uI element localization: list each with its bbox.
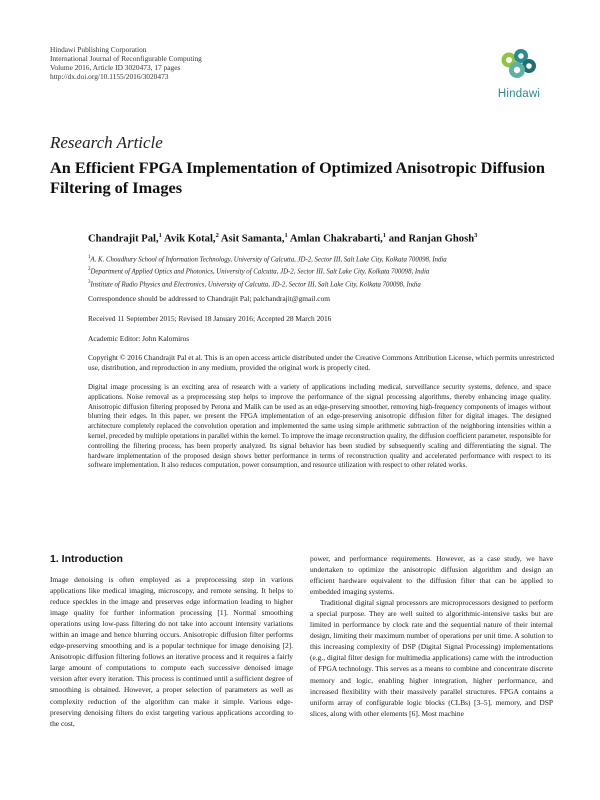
doi-link[interactable]: http://dx.doi.org/10.1155/2016/3020473 <box>50 72 169 81</box>
copyright-notice: Copyright © 2016 Chandrajit Pal et al. This is an open access article distributed under the Creative Commons Attribution License, which permits unrestricted use, distribution, and reproduction in any medium, provided the original work is properly cited. <box>88 353 555 372</box>
author-affiliation-mark: 2 <box>215 232 219 239</box>
abstract: Digital image processing is an exciting area of research with a variety of applications including medical, surveillance security systems, defence, and space applications. Noise removal as a preprocessing step helps to improve the performance of the signal processing algorithms, thereby enhancing image quality. Anisotropic diffusion filtering proposed by Perona and Malik can be used as an edge-preserving smoother, removing high-frequency components of images without blurring their edges. In this paper, we present the FPGA implementation of an edge-preserving anisotropic diffusion filter for digital images. The designed architecture completely replaced the convolution operation and implemented the same using simple arithmetic subtraction of the neighboring intensities within a kernel, preceded by multiple operations in parallel within the kernel. To improve the image reconstruction quality, the diffusion coefficient parameter, responsible for controlling the filtering process, has been properly analyzed. Its signal behavior has been studied by subsequently scaling and differentiating the signal. The hardware implementation of the proposed design shows better performance in terms of reconstruction quality and accelerated performance with respect to its software implementation. It also reduces computation, power consumption, and resource utilization with respect to other related works. <box>88 383 551 470</box>
article-type: Research Article <box>50 133 163 152</box>
author-name: Chandrajit Pal, <box>88 233 159 245</box>
article-title: An Efficient FPGA Implementation of Optimized Anisotropic Diffusion Filtering of Images <box>50 158 545 197</box>
affiliations <box>88 253 558 290</box>
publisher-name: Hindawi Publishing Corporation <box>50 45 147 54</box>
author-affiliation-mark: 3 <box>474 232 478 239</box>
hindawi-logo-icon <box>499 48 539 82</box>
left-column <box>50 553 293 729</box>
author-list <box>88 232 477 245</box>
hindawi-logo <box>494 48 544 100</box>
author-affiliation-mark: 1 <box>284 232 288 239</box>
author-name: Amlan Chakrabarti, <box>289 233 383 245</box>
affiliation-item: $^1$A. K. Choudhury School of Information Technology, University of Calcutta, JD-2, Sector III, Salt Lake City, Kolkata 700098, India <box>88 255 447 264</box>
body-paragraph: Image denoising is often employed as a preprocessing step in various applications like medical imaging, microscopy, and remote sensing. It helps to reduce speckles in the image and preserves edge information leading to higher image quality for further information processing [1]. Normal smoothing operations using low-pass filtering do not take into account intensity variations within an image and hence blurring occurs. Anisotropic diffusion filter performs edge-preserving smoothing and is a popular technique for image denoising [2]. Anisotropic diffusion filtering follows an iterative process and it requires a fairly large amount of computations to compute each successive denoised image version after every iteration. This process is continued until a sufficient degree of smoothing is obtained. However, a proper selection of parameters as well as complexity reduction of the algorithm can make it simple. Various edge-preserving denoising filters do exist targeting various applications according to the cost, <box>50 575 293 728</box>
author-name: Avik Kotal, <box>163 233 216 245</box>
article-dates: Received 11 September 2015; Revised 18 January 2016; Accepted 28 March 2016 <box>88 314 332 323</box>
affiliation-item: $^3$Institute of Radio Physics and Electronics, University of Calcutta, JD-2, Sector III, Salt Lake City, Kolkata 700098, India <box>88 279 421 288</box>
author-name: Asit Samanta, <box>220 233 285 245</box>
hindawi-logo-text: Hindawi <box>497 88 541 100</box>
author-affiliation-mark: 1 <box>382 232 387 239</box>
volume-line: Volume 2016, Article ID 3020473, 17 pages <box>50 63 181 72</box>
affiliation-item: $^2$Department of Applied Optics and Photonics, University of Calcutta, JD-2, Sector III, Salt Lake City, Kolkata 700098, India <box>88 267 430 276</box>
section-heading: 1. Introduction <box>50 553 123 565</box>
journal-header <box>50 45 202 81</box>
academic-editor: Academic Editor: John Kalomiros <box>88 334 190 343</box>
body-paragraph: Traditional digital signal processors are microprocessors designed to perform a special purpose. They are well suited to algorithmic-intensive tasks but are limited in performance by clock rate and the sequential nature of their internal design, limiting their maximum number of operations per unit time. A solution to this increasing complexity of DSP (Digital Signal Processing) implementations (e.g., digital filter design for multimedia applications) came with the introduction of FPGA technology. This serves as a means to combine and concentrate discrete memory and logic, enabling higher integration, higher performance, and increased flexibility with their massively parallel structures. FPGA contains a uniform array of configurable logic blocks (CLBs) [3–5], memory, and DSP slices, along with other elements [6]. Most machine <box>310 598 553 718</box>
right-column <box>310 553 553 719</box>
correspondence-note: Correspondence should be addressed to Chandrajit Pal; palchandrajit@gmail.com <box>88 294 331 303</box>
author-affiliation-mark: 1 <box>158 232 162 239</box>
journal-name: International Journal of Reconfigurable Computing <box>50 54 202 63</box>
body-paragraph: power, and performance requirements. However, as a case study, we have undertaken to optimize the anisotropic diffusion algorithm and design an efficient hardware equivalent to the diffusion filter that can be applied to embedded imaging systems. <box>310 554 553 597</box>
author-name: and Ranjan Ghosh <box>388 233 475 245</box>
